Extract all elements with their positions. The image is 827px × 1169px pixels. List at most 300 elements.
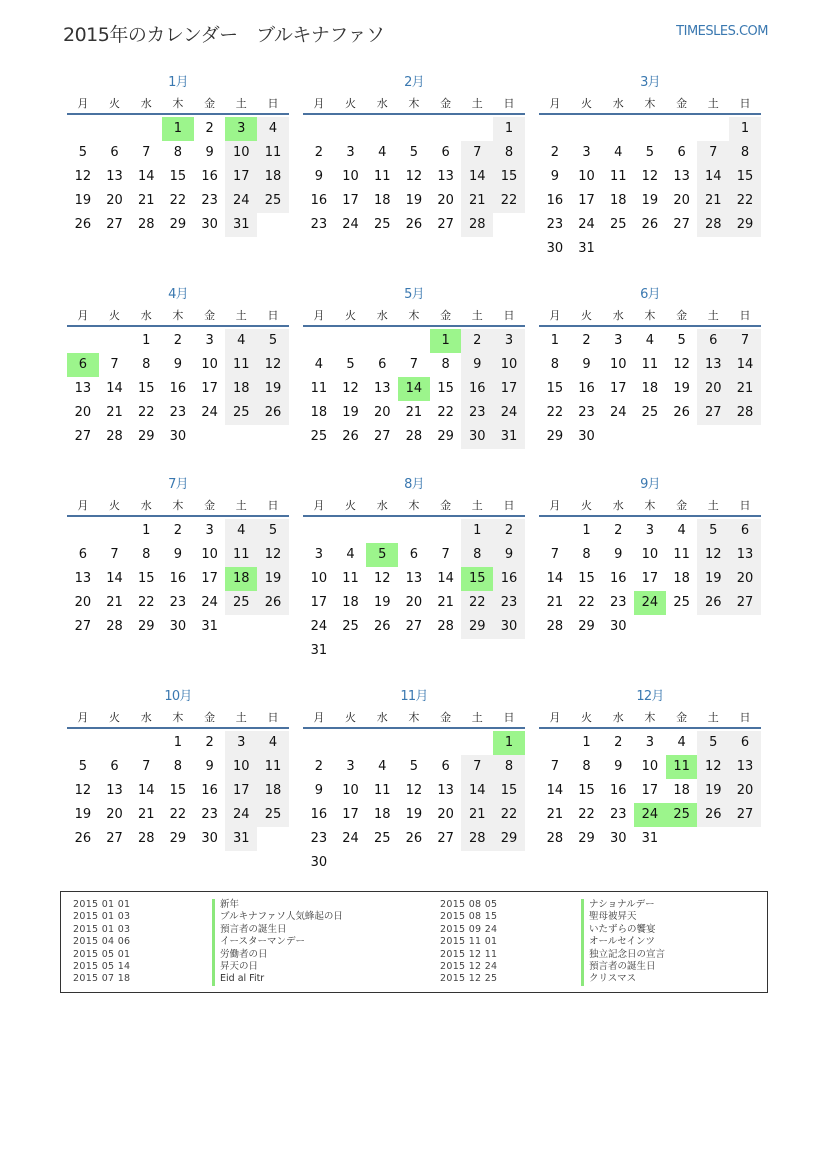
day-cell: 31 <box>225 213 257 237</box>
holiday-date: 2015 08 15 <box>440 911 498 923</box>
day-cell: 26 <box>405 831 423 846</box>
day-cell: 23 <box>493 591 525 615</box>
weekday-label: 日 <box>739 309 751 322</box>
day-cell: 6 <box>110 759 119 774</box>
day-cell: 2 <box>614 523 623 538</box>
day-cell: 8 <box>173 145 183 160</box>
day-cell: 27 <box>106 217 123 232</box>
empty-day-cell <box>366 731 398 755</box>
day-cell: 14 <box>546 571 564 586</box>
holiday-name: Eid al Fitr <box>212 973 343 985</box>
day-cell: 9 <box>173 547 183 562</box>
holiday-date: 2015 09 24 <box>440 923 498 935</box>
day-cell: 31 <box>225 827 257 851</box>
day-cell: 18 <box>257 779 289 803</box>
day-cell: 13 <box>673 169 690 184</box>
holiday-date: 2015 11 01 <box>440 936 498 948</box>
day-cell: 13 <box>74 381 92 396</box>
weekday-label: 日 <box>267 711 279 724</box>
day-cell: 8 <box>173 759 183 774</box>
day-cell: 8 <box>729 141 761 165</box>
day-cell: 31 <box>493 425 525 449</box>
day-cell: 18 <box>373 193 391 208</box>
day-cell: 28 <box>697 213 729 237</box>
holiday-date: 2015 12 24 <box>440 961 498 973</box>
month-title: 3月 <box>640 75 660 90</box>
weekday-label: 日 <box>267 499 279 512</box>
holiday-day-cell: 24 <box>634 591 666 615</box>
day-cell: 7 <box>142 145 151 160</box>
weekday-label: 木 <box>172 499 184 512</box>
day-cell: 23 <box>169 595 187 610</box>
day-cell: 20 <box>697 377 729 401</box>
weekday-label: 月 <box>77 309 89 322</box>
day-cell: 31 <box>578 241 595 256</box>
empty-day-cell <box>130 731 162 755</box>
empty-day-cell <box>67 519 99 543</box>
day-cell: 4 <box>225 519 257 543</box>
day-cell: 7 <box>550 547 559 562</box>
empty-day-cell <box>99 731 131 755</box>
day-cell: 23 <box>609 807 627 822</box>
day-cell: 28 <box>546 831 564 846</box>
day-cell: 13 <box>405 571 423 586</box>
day-cell: 29 <box>546 429 564 444</box>
day-cell: 9 <box>314 783 323 798</box>
day-cell: 16 <box>461 377 493 401</box>
day-cell: 20 <box>74 405 92 420</box>
day-cell: 24 <box>578 217 595 232</box>
day-cell: 15 <box>437 381 454 396</box>
day-cell: 23 <box>201 193 218 208</box>
day-cell: 8 <box>582 759 591 774</box>
day-cell: 16 <box>493 567 525 591</box>
day-cell: 1 <box>142 333 151 348</box>
day-cell: 30 <box>609 619 627 634</box>
weekday-label: 木 <box>408 97 420 110</box>
day-cell: 3 <box>582 145 591 160</box>
day-cell: 15 <box>169 169 187 184</box>
empty-day-cell <box>99 519 131 543</box>
day-cell: 22 <box>578 807 595 822</box>
day-cell: 3 <box>346 145 355 160</box>
weekday-label: 火 <box>109 309 121 322</box>
day-cell: 28 <box>106 619 123 634</box>
day-cell: 1 <box>173 735 183 750</box>
day-cell: 14 <box>106 381 123 396</box>
weekday-label: 金 <box>676 499 688 512</box>
day-cell: 5 <box>78 145 87 160</box>
weekday-header <box>303 709 525 729</box>
day-cell: 13 <box>697 353 729 377</box>
empty-day-cell <box>430 519 462 543</box>
day-cell: 19 <box>257 377 289 401</box>
day-cell: 12 <box>74 169 92 184</box>
holiday-name: イースターマンデー <box>212 936 343 948</box>
day-cell: 29 <box>169 217 187 232</box>
day-cell: 28 <box>405 429 423 444</box>
weekday-label: 月 <box>313 309 325 322</box>
weekday-label: 土 <box>235 97 247 110</box>
day-cell: 19 <box>673 381 690 396</box>
day-cell: 17 <box>493 377 525 401</box>
day-cell: 28 <box>461 213 493 237</box>
day-cell: 14 <box>437 571 454 586</box>
day-grid <box>67 519 289 639</box>
month-block <box>539 476 761 639</box>
weekday-header <box>539 709 761 729</box>
day-cell: 27 <box>373 429 391 444</box>
day-cell: 13 <box>729 755 761 779</box>
month-block <box>539 286 761 449</box>
day-cell: 21 <box>546 595 564 610</box>
weekday-label: 木 <box>172 97 184 110</box>
day-cell: 18 <box>673 783 690 798</box>
day-cell: 26 <box>257 591 289 615</box>
day-cell: 5 <box>78 759 87 774</box>
day-cell: 24 <box>225 189 257 213</box>
weekday-header <box>67 709 289 729</box>
day-cell: 25 <box>373 217 391 232</box>
day-cell: 9 <box>614 547 623 562</box>
day-cell: 6 <box>409 547 419 562</box>
day-cell: 11 <box>373 169 391 184</box>
empty-day-cell <box>99 117 131 141</box>
holiday-day-cell: 1 <box>493 731 525 755</box>
weekday-label: 水 <box>612 711 624 724</box>
day-cell: 20 <box>729 779 761 803</box>
day-cell: 30 <box>201 217 218 232</box>
day-cell: 21 <box>106 405 123 420</box>
empty-day-cell <box>398 731 430 755</box>
day-cell: 1 <box>550 333 559 348</box>
weekday-label: 木 <box>644 499 656 512</box>
weekday-label: 火 <box>345 309 357 322</box>
day-cell: 1 <box>582 735 591 750</box>
month-block <box>67 688 289 851</box>
day-cell: 21 <box>437 595 454 610</box>
day-cell: 18 <box>257 165 289 189</box>
day-cell: 14 <box>729 353 761 377</box>
day-cell: 23 <box>310 217 328 232</box>
day-cell: 4 <box>346 547 355 562</box>
day-grid <box>67 731 289 851</box>
empty-day-cell <box>461 731 493 755</box>
day-cell: 9 <box>173 357 183 372</box>
day-cell: 20 <box>437 807 454 822</box>
weekday-label: 土 <box>471 97 483 110</box>
day-cell: 14 <box>137 783 155 798</box>
month-title: 6月 <box>640 287 660 302</box>
weekday-label: 金 <box>204 499 216 512</box>
weekday-label: 土 <box>707 711 719 724</box>
weekday-label: 日 <box>267 309 279 322</box>
day-cell: 10 <box>310 571 328 586</box>
day-cell: 29 <box>493 827 525 851</box>
month-block <box>303 476 525 663</box>
month-block <box>539 688 761 851</box>
day-cell: 11 <box>257 755 289 779</box>
day-cell: 4 <box>257 731 289 755</box>
site-link[interactable]: TIMESLES.COM <box>676 24 768 39</box>
holiday-day-cell: 6 <box>67 353 99 377</box>
day-cell: 30 <box>201 831 218 846</box>
day-cell: 9 <box>550 169 559 184</box>
day-cell: 21 <box>461 189 493 213</box>
holiday-name: 聖母被昇天 <box>581 911 665 923</box>
holiday-date: 2015 08 05 <box>440 899 498 910</box>
day-cell: 23 <box>546 217 564 232</box>
day-cell: 8 <box>441 357 450 372</box>
empty-day-cell <box>67 731 99 755</box>
holiday-day-cell: 3 <box>225 117 257 141</box>
weekday-label: 水 <box>376 711 388 724</box>
month-title: 12月 <box>636 689 664 704</box>
weekday-label: 木 <box>172 711 184 724</box>
day-cell: 25 <box>257 803 289 827</box>
holiday-names-right <box>581 899 665 986</box>
day-cell: 3 <box>346 759 355 774</box>
weekday-label: 日 <box>267 97 279 110</box>
day-cell: 7 <box>461 755 493 779</box>
holiday-day-cell: 11 <box>666 755 698 779</box>
month-title: 8月 <box>404 477 424 492</box>
day-cell: 29 <box>137 619 155 634</box>
day-cell: 5 <box>409 759 419 774</box>
day-cell: 27 <box>74 429 92 444</box>
day-cell: 2 <box>582 333 591 348</box>
empty-day-cell <box>398 519 430 543</box>
day-cell: 21 <box>461 803 493 827</box>
day-cell: 12 <box>697 755 729 779</box>
day-grid <box>67 117 289 237</box>
day-cell: 2 <box>205 121 214 136</box>
day-cell: 28 <box>106 429 123 444</box>
weekday-label: 火 <box>345 499 357 512</box>
weekday-header <box>539 307 761 327</box>
weekday-label: 日 <box>739 711 751 724</box>
day-cell: 6 <box>110 145 119 160</box>
weekday-label: 月 <box>313 711 325 724</box>
day-cell: 29 <box>461 615 493 639</box>
day-cell: 29 <box>578 619 595 634</box>
weekday-label: 土 <box>235 711 247 724</box>
day-cell: 14 <box>137 169 155 184</box>
empty-day-cell <box>539 519 571 543</box>
weekday-label: 金 <box>440 309 452 322</box>
day-cell: 12 <box>74 783 92 798</box>
weekday-label: 土 <box>235 309 247 322</box>
day-cell: 24 <box>342 831 359 846</box>
day-cell: 21 <box>729 377 761 401</box>
holiday-day-cell: 14 <box>398 377 430 401</box>
day-cell: 16 <box>609 783 627 798</box>
day-cell: 30 <box>169 619 187 634</box>
day-cell: 11 <box>225 353 257 377</box>
day-grid <box>539 731 761 851</box>
day-cell: 30 <box>461 425 493 449</box>
holiday-dates-left <box>73 899 130 986</box>
day-cell: 21 <box>405 405 423 420</box>
day-cell: 4 <box>614 145 623 160</box>
empty-day-cell <box>303 731 335 755</box>
day-cell: 8 <box>142 547 151 562</box>
day-cell: 22 <box>493 189 525 213</box>
weekday-label: 金 <box>204 711 216 724</box>
weekday-label: 金 <box>204 309 216 322</box>
day-cell: 24 <box>201 405 218 420</box>
day-cell: 24 <box>609 405 627 420</box>
day-cell: 10 <box>201 547 218 562</box>
holiday-day-cell: 5 <box>366 543 398 567</box>
holiday-date: 2015 12 25 <box>440 973 498 985</box>
weekday-label: 木 <box>644 711 656 724</box>
day-cell: 1 <box>493 117 525 141</box>
day-cell: 28 <box>137 831 155 846</box>
day-cell: 1 <box>142 523 151 538</box>
empty-day-cell <box>697 117 729 141</box>
day-cell: 12 <box>257 543 289 567</box>
day-cell: 23 <box>578 405 595 420</box>
day-cell: 10 <box>641 759 659 774</box>
day-cell: 4 <box>257 117 289 141</box>
day-cell: 28 <box>729 401 761 425</box>
day-cell: 27 <box>405 619 423 634</box>
weekday-header <box>539 95 761 115</box>
day-cell: 17 <box>342 807 359 822</box>
day-cell: 31 <box>201 619 218 634</box>
day-cell: 15 <box>729 165 761 189</box>
day-cell: 2 <box>205 735 214 750</box>
day-cell: 2 <box>550 145 559 160</box>
holiday-date: 2015 05 01 <box>73 948 131 960</box>
day-cell: 28 <box>437 619 454 634</box>
day-cell: 17 <box>578 193 595 208</box>
day-cell: 5 <box>257 519 289 543</box>
empty-day-cell <box>398 117 430 141</box>
weekday-label: 月 <box>549 499 561 512</box>
day-cell: 20 <box>437 193 454 208</box>
day-cell: 16 <box>201 169 218 184</box>
day-cell: 16 <box>546 193 564 208</box>
day-cell: 19 <box>697 779 729 803</box>
day-cell: 18 <box>373 807 391 822</box>
holiday-day-cell: 1 <box>162 117 194 141</box>
day-cell: 13 <box>106 783 123 798</box>
day-cell: 17 <box>641 571 659 586</box>
holiday-day-cell: 1 <box>430 329 462 353</box>
weekday-label: 火 <box>109 97 121 110</box>
day-cell: 3 <box>645 523 655 538</box>
day-cell: 16 <box>169 571 187 586</box>
day-cell: 4 <box>677 735 686 750</box>
day-cell: 21 <box>697 189 729 213</box>
day-cell: 30 <box>609 831 627 846</box>
day-cell: 28 <box>546 619 564 634</box>
day-cell: 27 <box>74 619 92 634</box>
month-block <box>539 74 761 261</box>
day-cell: 25 <box>257 189 289 213</box>
weekday-label: 金 <box>204 97 216 110</box>
weekday-label: 火 <box>345 97 357 110</box>
month-block <box>303 688 525 875</box>
day-cell: 15 <box>578 571 595 586</box>
month-title: 1月 <box>168 75 188 90</box>
weekday-label: 水 <box>376 499 388 512</box>
weekday-label: 木 <box>408 499 420 512</box>
holiday-name: クリスマス <box>581 973 665 985</box>
weekday-label: 水 <box>376 309 388 322</box>
day-cell: 14 <box>461 165 493 189</box>
weekday-label: 水 <box>140 711 152 724</box>
day-cell: 3 <box>314 547 323 562</box>
day-cell: 2 <box>614 735 623 750</box>
day-cell: 13 <box>729 543 761 567</box>
day-cell: 9 <box>614 759 623 774</box>
empty-day-cell <box>366 329 398 353</box>
day-cell: 21 <box>106 595 123 610</box>
holiday-name: 昇天の日 <box>212 961 343 973</box>
day-cell: 15 <box>546 381 564 396</box>
day-cell: 27 <box>673 217 690 232</box>
day-cell: 31 <box>310 643 328 658</box>
day-cell: 9 <box>582 357 591 372</box>
day-cell: 12 <box>673 357 690 372</box>
day-cell: 5 <box>645 145 655 160</box>
day-cell: 5 <box>677 333 686 348</box>
weekday-label: 金 <box>440 97 452 110</box>
weekday-label: 月 <box>549 309 561 322</box>
day-cell: 18 <box>310 405 328 420</box>
day-cell: 5 <box>257 329 289 353</box>
day-cell: 29 <box>137 429 155 444</box>
day-cell: 30 <box>578 429 595 444</box>
weekday-label: 月 <box>77 97 89 110</box>
day-cell: 23 <box>461 401 493 425</box>
day-cell: 30 <box>546 241 564 256</box>
day-cell: 22 <box>137 595 155 610</box>
day-cell: 17 <box>310 595 328 610</box>
month-title: 4月 <box>168 287 188 302</box>
day-cell: 1 <box>461 519 493 543</box>
day-cell: 19 <box>74 807 92 822</box>
day-cell: 17 <box>225 165 257 189</box>
day-cell: 10 <box>225 141 257 165</box>
day-cell: 27 <box>729 591 761 615</box>
day-cell: 25 <box>225 401 257 425</box>
day-cell: 25 <box>673 595 690 610</box>
holiday-day-cell: 15 <box>461 567 493 591</box>
holiday-date: 2015 01 03 <box>73 911 131 923</box>
day-cell: 21 <box>137 193 155 208</box>
weekday-label: 水 <box>612 97 624 110</box>
holiday-name: オールセインツ <box>581 936 665 948</box>
day-cell: 26 <box>74 831 92 846</box>
empty-day-cell <box>634 117 666 141</box>
day-cell: 10 <box>225 755 257 779</box>
holiday-name: いたずらの饗宴 <box>581 924 665 936</box>
day-cell: 3 <box>205 333 214 348</box>
empty-day-cell <box>303 519 335 543</box>
day-cell: 10 <box>578 169 595 184</box>
day-cell: 12 <box>405 169 423 184</box>
day-cell: 5 <box>409 145 419 160</box>
weekday-header <box>67 497 289 517</box>
day-cell: 6 <box>729 731 761 755</box>
weekday-label: 木 <box>408 309 420 322</box>
holiday-dates-right <box>440 899 497 986</box>
empty-day-cell <box>67 117 99 141</box>
